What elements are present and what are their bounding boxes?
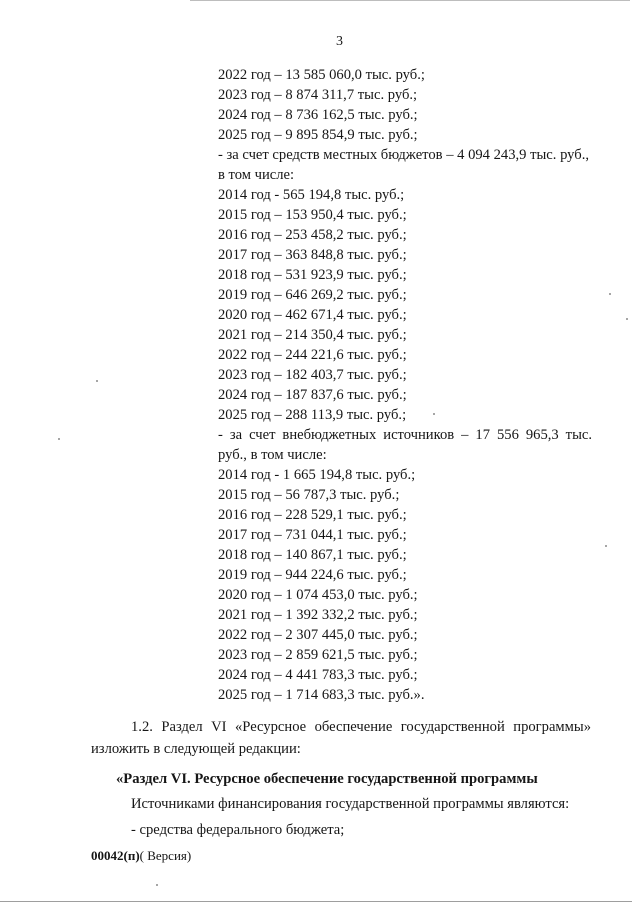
list-line: в том числе: (218, 167, 295, 183)
extrabudgetary-line: - за счет внебюджетных источников – 17 556 965,3 тыс. (218, 427, 592, 443)
list-line: 2022 год – 244 221,6 тыс. руб.; (218, 347, 407, 363)
section-heading: «Раздел VI. Ресурсное обеспечение государственной программы (116, 771, 538, 787)
footer (91, 848, 191, 864)
version-label: ( Версия) (139, 848, 192, 863)
page-number: 3 (336, 34, 343, 49)
list-line: 2015 год – 153 950,4 тыс. руб.; (218, 207, 407, 223)
scan-speck (156, 884, 158, 886)
list-line: 2015 год – 56 787,3 тыс. руб.; (218, 487, 400, 503)
list-line: 2016 год – 253 458,2 тыс. руб.; (218, 227, 407, 243)
list-line: 2018 год – 140 867,1 тыс. руб.; (218, 547, 407, 563)
list-line: руб., в том числе: (218, 447, 327, 463)
document-code: 00042(п) (91, 848, 140, 863)
list-line: 2018 год – 531 923,9 тыс. руб.; (218, 267, 407, 283)
list-line: 2024 год – 187 837,6 тыс. руб.; (218, 387, 407, 403)
list-line: 2024 год – 8 736 162,5 тыс. руб.; (218, 107, 418, 123)
list-line: 2025 год – 1 714 683,3 тыс. руб.». (218, 687, 425, 703)
list-line: 2024 год – 4 441 783,3 тыс. руб.; (218, 667, 418, 683)
local-budgets-line: - за счет средств местных бюджетов – 4 094 243,9 тыс. руб., (218, 147, 589, 163)
list-line: 2016 год – 228 529,1 тыс. руб.; (218, 507, 407, 523)
scan-speck (609, 293, 611, 295)
list-line: 2023 год – 2 859 621,5 тыс. руб.; (218, 647, 418, 663)
list-line: 2017 год – 363 848,8 тыс. руб.; (218, 247, 407, 263)
list-line: 2025 год – 288 113,9 тыс. руб.; (218, 407, 407, 423)
list-line: 2022 год – 2 307 445,0 тыс. руб.; (218, 627, 418, 643)
list-line: 2014 год - 1 665 194,8 тыс. руб.; (218, 467, 416, 483)
scan-speck (626, 318, 628, 320)
list-line: 2020 год – 462 671,4 тыс. руб.; (218, 307, 407, 323)
list-line: 2017 год – 731 044,1 тыс. руб.; (218, 527, 407, 543)
federal-budget-item: - средства федерального бюджета; (131, 822, 345, 838)
list-line: 2025 год – 9 895 854,9 тыс. руб.; (218, 127, 418, 143)
list-line: 2019 год – 646 269,2 тыс. руб.; (218, 287, 407, 303)
scan-speck (605, 545, 607, 547)
amendment-paragraph-line-1: 1.2. Раздел VI «Ресурсное обеспечение государственной программы» (131, 719, 591, 735)
list-line: 2021 год – 1 392 332,2 тыс. руб.; (218, 607, 418, 623)
list-line: 2023 год – 8 874 311,7 тыс. руб.; (218, 87, 418, 103)
list-line: 2022 год – 13 585 060,0 тыс. руб.; (218, 67, 425, 83)
list-line: 2019 год – 944 224,6 тыс. руб.; (218, 567, 407, 583)
scan-speck (433, 413, 435, 415)
bottom-edge-rule (0, 901, 632, 902)
amendment-paragraph-line-2: изложить в следующей редакции: (91, 741, 301, 757)
scan-speck (96, 380, 98, 382)
sources-intro: Источниками финансирования государственной программы являются: (131, 796, 570, 812)
top-edge-rule (190, 0, 630, 1)
scan-speck (58, 438, 60, 440)
list-line: 2021 год – 214 350,4 тыс. руб.; (218, 327, 407, 343)
list-line: 2023 год – 182 403,7 тыс. руб.; (218, 367, 407, 383)
list-line: 2020 год – 1 074 453,0 тыс. руб.; (218, 587, 418, 603)
list-line: 2014 год - 565 194,8 тыс. руб.; (218, 187, 405, 203)
